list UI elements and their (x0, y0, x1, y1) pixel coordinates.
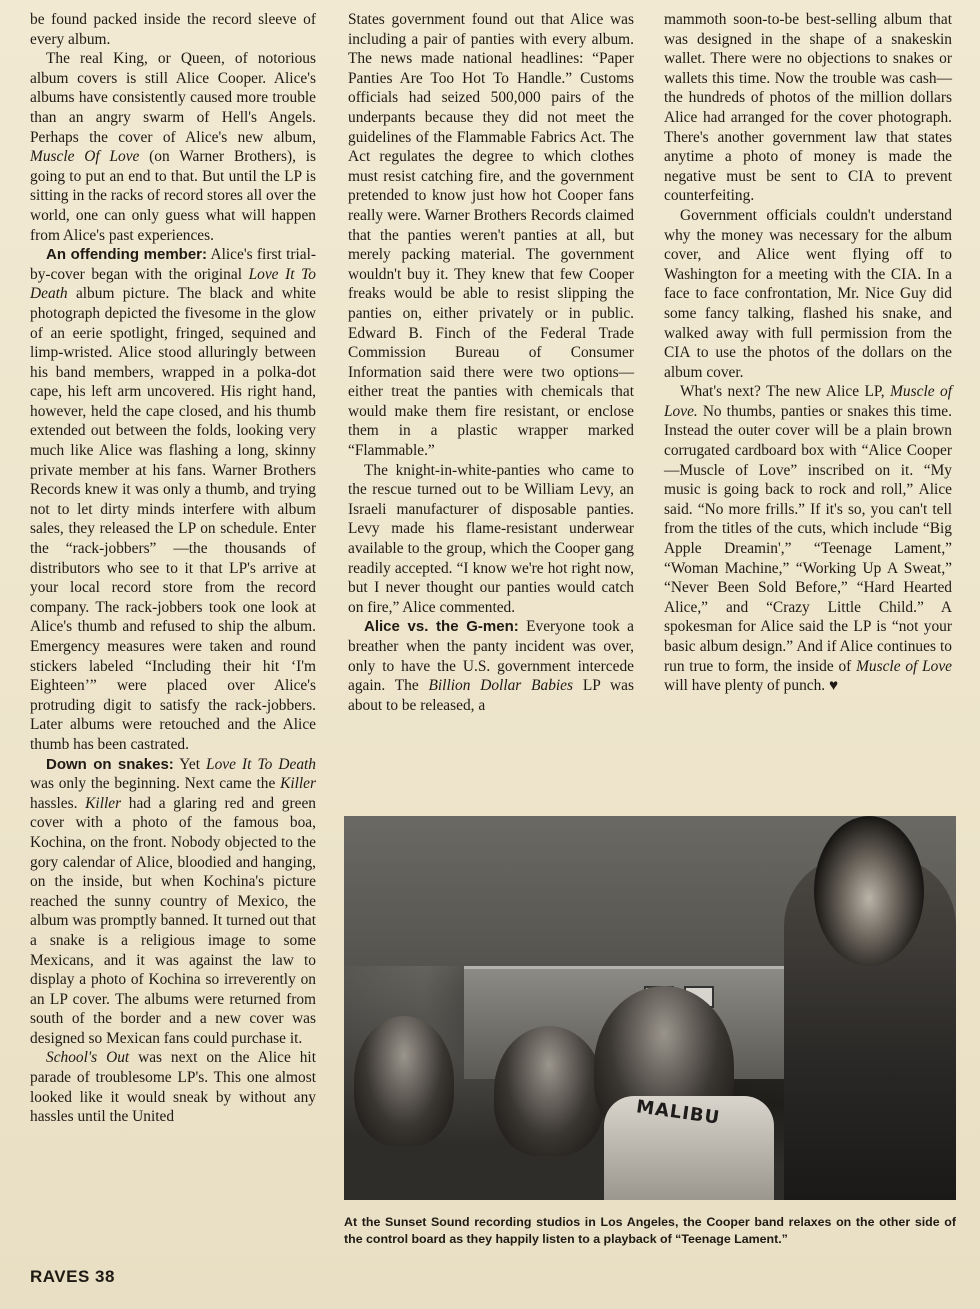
band-member-1 (354, 1016, 454, 1146)
page-folio: RAVES 38 (30, 1267, 115, 1286)
column-3 (664, 10, 952, 696)
album-title: Muscle of Love. (664, 383, 952, 420)
subhead: Alice vs. the G-men: (364, 618, 519, 636)
paragraph (30, 755, 316, 1049)
text: was next on the Alice hit parade of troublesome LP's. This one almost looked like it would sneak by without any hassles until the United (30, 1049, 316, 1126)
subhead: An offending member: (46, 246, 207, 264)
paragraph (348, 617, 634, 715)
album-title: Muscle Of Love (30, 148, 140, 166)
paragraph (664, 382, 952, 696)
paragraph (348, 10, 634, 461)
text: album picture. The black and white photograph depicted the fivesome in the glow of an eerie spotlight, fringed, sequined and limp-wristed. Alice stood alluringly between his band members, wrapped in a polka-dot cape, his left arm uncovered. His right hand, however, held the cape closed, and his thumb extended out between the folds, looking very much like Alice was flashing a long, skinny private member at his fans. Warner Brothers Records knew it was only a thumb, and trying not to let dirty minds interfere with album sales, they released the LP on schedule. Enter the “rack-jobbers” —the thousands of distributors who see to it that LP's arrive at your local record store from the record company. The rack-jobbers took one look at Alice's thumb and refused to ship the album. Emergency measures were taken and round stickers labeled “Including their hit ‘I'm Eighteen’” were placed over Alice's protruding digit to satisfy the rack-jobbers. Later albums were retouched and the Alice thumb has been castrated. (30, 285, 316, 753)
paragraph (30, 245, 316, 754)
text: Yet (173, 755, 207, 773)
text: States government found out that Alice was including a pair of panties with every album. The news made national headlines: “Paper Panties Are Too Hot To Handle.” Customs officials had seized 500,000 pairs of the underpants because they did not meet the guidelines of the Flammable Fabrics Act. The Act regulates the degree to which clothes must resist catching fire, and the government pretended to know just how hot Cooper fans really were. Warner Brothers Records claimed that the panties weren't panties at all, but merely packing material. The government wouldn't buy it. They knew that few Cooper freaks would be able to resist slipping the panties on, either privately or in public. Edward B. Finch of the Federal Trade Commission Bureau of Consumer Information said there were two options—either treat the panties with chemicals that would make them fire resistant, or enclose them in a plastic wrapper marked “Flammable.” (348, 11, 634, 460)
album-title: Love It To Death (206, 755, 316, 773)
text: Everyone took a breather when the panty incident was over, only to have the U.S. government intercede again. The (348, 618, 634, 695)
text: had a glaring red and green cover with a photo of the famous boa, Kochina, on the front. Nobody objected to the gory calendar of Alice, bloodied and hanging, on the inside, but when Kochina's picture reached the sunny country of Mexico, the album was promptly banned. It turned out that a snake is a religious image to some Mexicans, and it was against the law to display a photo of Kochina so irreverently on an LP cover. The albums were returned from south of the border and a new cover was designed so Mexican fans could purchase it. (30, 794, 316, 1047)
photo-caption: At the Sunset Sound recording studios in Los Angeles, the Cooper band relaxes on the other side of the control board as they happily listen to a playback of “Teenage Lament.” (344, 1215, 956, 1246)
column-1 (30, 10, 316, 1127)
album-title: Billion Dollar Babies (428, 677, 573, 695)
band-member-standing-head (814, 816, 924, 966)
text: Government officials couldn't understand why the money was necessary for the album cover, and Alice went flying off to Washington for a meeting with the CIA. In a face to face confrontation, Mr. Nice Guy did some fancy talking, flashed his snake, and walked away with full permission from the CIA to use the photos of the dollars on the album cover. (664, 206, 952, 381)
text: be found packed inside the record sleeve of every album. (30, 11, 316, 48)
shirt-lettering: MALIBU (634, 1096, 722, 1129)
paragraph (30, 1048, 316, 1126)
text: No thumbs, panties or snakes this time. Instead the outer cover will be a plain brown corrugated cardboard box with “Alice Cooper—Muscle of Love” inscribed on it. “My music is going back to rock and roll,” Alice said. “No more frills.” If it's so, you can't tell from the titles of the cuts, which include “Big Apple Dreamin',” “Teenage Lament,” “Woman Machine,” “Working Up A Sweat,” “Never Been Sold Before,” “Hard Hearted Alice,” and “Crazy Little Child.” A spokesman for Alice said the LP is “not your basic album design.” And if Alice continues to run true to form, the inside of (664, 402, 952, 675)
text: What's next? The new Alice LP, (680, 383, 891, 401)
album-title: Killer (280, 775, 316, 793)
text: The knight-in-white-panties who came to the rescue turned out to be William Levy, an Israeli manufacturer of disposable panties. Levy made his flame-resistant underwear available to the group, which the Cooper gang readily accepted. “I know we're hot right now, but I never thought our panties would catch on fire,” Alice commented. (348, 461, 634, 616)
text: will have plenty of punch. ♥ (664, 677, 839, 695)
album-title: Killer (85, 794, 122, 812)
text: mammoth soon-to-be best-selling album that was designed in the shape of a snakeskin wallet. There were no objections to snakes or wallets this time. Now the trouble was cash—the hundreds of photos of the million dollars Alice had arranged for the cover photograph. There's another government law that states anytime a photo of money is made the negative must be sent to CIA to prevent counterfeiting. (664, 11, 952, 205)
album-title: School's Out (46, 1049, 130, 1067)
text: LP was about to be released, a (348, 677, 634, 714)
text: The real King, or Queen, of notorious album covers is still Alice Cooper. Alice's albums have consistently caused more trouble than an angry swarm of Hell's Angels. Perhaps the cover of Alice's new album, (30, 50, 316, 146)
subhead: Down on snakes: (46, 755, 174, 773)
text: (on Warner Brothers), is going to put an end to that. But until the LP is sitting in the racks of record stores all over the world, one can only guess what will happen from Alice's past experiences. (30, 148, 316, 244)
column-2 (348, 10, 634, 715)
paragraph (348, 461, 634, 618)
text: was only the beginning. Next came the (30, 775, 281, 793)
paragraph (664, 206, 952, 382)
album-title: Muscle of Love (856, 657, 953, 675)
album-title: Love It To Death (30, 265, 316, 303)
paragraph (664, 10, 952, 206)
band-member-2 (494, 1026, 604, 1156)
text: Alice's first trial-by-cover began with the original (30, 246, 316, 283)
band-photo (344, 816, 956, 1200)
text: hassles. (30, 794, 86, 812)
paragraph (30, 49, 316, 245)
paragraph (30, 10, 316, 49)
